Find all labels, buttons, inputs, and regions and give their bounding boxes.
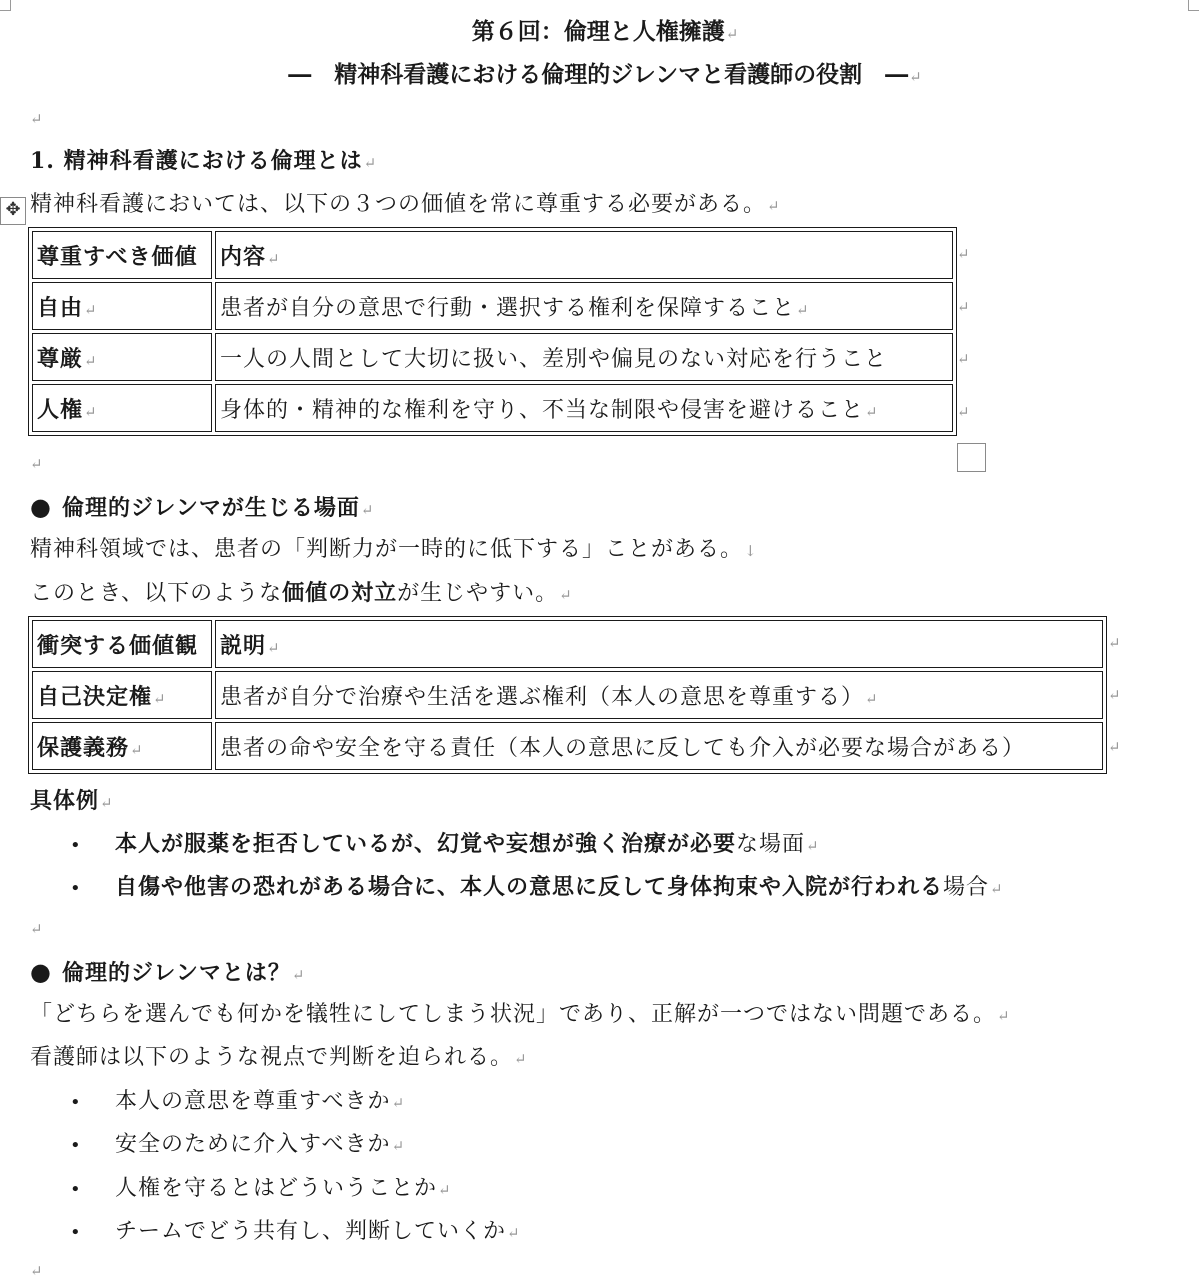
- bullet-icon: •: [70, 835, 82, 856]
- table-header-cell: 尊重すべき価値: [32, 231, 212, 279]
- empty-paragraph: ↵: [30, 455, 43, 473]
- table-move-handle-icon[interactable]: ✥: [0, 197, 26, 225]
- table-header-row: [32, 620, 1103, 668]
- section-bullet-icon: ●: [30, 957, 52, 986]
- empty-paragraph: ↵: [30, 1262, 43, 1280]
- table-header-cell: 説明↵: [215, 620, 1103, 668]
- row-end-mark: ↵: [957, 350, 970, 368]
- row-end-mark: ↵: [957, 403, 970, 421]
- section2-line1: 精神科領域では、患者の「判断力が一時的に低下する」ことがある。↓: [30, 537, 758, 562]
- bullet-icon: •: [70, 878, 82, 899]
- row-end-mark: ↵: [957, 245, 970, 263]
- bullet-icon: •: [70, 1135, 82, 1156]
- table-header-row: [32, 231, 953, 279]
- list-item: • 本人の意思を尊重すべきか↵: [70, 1087, 405, 1118]
- table-desc-cell: 身体的・精神的な権利を守り、不当な制限や侵害を避けること↵: [215, 384, 953, 432]
- table-row: [32, 671, 1103, 719]
- table-row: [32, 722, 1103, 770]
- section3-heading: ● 倫理的ジレンマとは？↵: [30, 957, 306, 986]
- section3-line1: 「どちらを選んでも何かを犠牲にしてしまう状況」であり、正解が一つではない問題である。↵: [30, 1002, 1011, 1027]
- table-key-cell: 人権↵: [32, 384, 212, 432]
- table-row: [32, 282, 953, 330]
- table-key-cell: 保護義務↵: [32, 722, 212, 770]
- table-row: [32, 333, 953, 381]
- table-desc-cell: 一人の人間として大切に扱い、差別や偏見のない対応を行うこと: [215, 333, 953, 381]
- row-end-mark: ↵: [957, 298, 970, 316]
- conflict-table: [28, 616, 1107, 774]
- section2-heading: ● 倫理的ジレンマが生じる場面↵: [30, 492, 375, 521]
- bullet-icon: •: [70, 1222, 82, 1243]
- list-item: • 安全のために介入すべきか↵: [70, 1130, 405, 1161]
- bullet-icon: •: [70, 1179, 82, 1200]
- list-item: • チームでどう共有し、判断していくか↵: [70, 1217, 521, 1248]
- values-table: [28, 227, 957, 436]
- page-corner-top-left: [0, 0, 11, 11]
- row-end-mark: ↵: [1108, 738, 1121, 756]
- section2-line2: このとき、以下のような価値の対立が生じやすい。↵: [30, 580, 573, 606]
- row-end-mark: ↵: [1108, 634, 1121, 652]
- document-subtitle: ― 精神科看護における倫理的ジレンマと看護師の役割 ―↵: [288, 61, 922, 88]
- list-item: • 本人が服薬を拒否しているが、幻覚や妄想が強く治療が必要な場面↵: [70, 829, 820, 861]
- section1-heading: 1. 精神科看護における倫理とは↵: [30, 148, 378, 174]
- table-header-cell: 内容↵: [215, 231, 953, 279]
- table-header-cell: 衝突する価値観: [32, 620, 212, 668]
- list-item: • 人権を守るとはどういうことか↵: [70, 1174, 452, 1205]
- table-row: [32, 384, 953, 432]
- table-desc-cell: 患者の命や安全を守る責任（本人の意思に反しても介入が必要な場合がある）: [215, 722, 1103, 770]
- section-bullet-icon: ●: [30, 492, 52, 521]
- document-title: 第６回：倫理と人権擁護↵: [471, 18, 739, 45]
- table-key-cell: 自己決定権↵: [32, 671, 212, 719]
- list-item: • 自傷や他害の恐れがある場合に、本人の意思に反して身体拘束や入院が行われる場合↵: [70, 872, 1004, 904]
- examples-heading: 具体例↵: [30, 788, 114, 814]
- table-key-cell: 自由↵: [32, 282, 212, 330]
- table-resize-handle[interactable]: [957, 443, 986, 472]
- empty-paragraph: ↵: [30, 920, 43, 938]
- page-corner-top-right: [1188, 0, 1199, 11]
- table-key-cell: 尊厳↵: [32, 333, 212, 381]
- table-desc-cell: 患者が自分の意思で行動・選択する権利を保障すること↵: [215, 282, 953, 330]
- section1-intro: 精神科看護においては、以下の３つの価値を常に尊重する必要がある。↵: [30, 192, 781, 217]
- row-end-mark: ↵: [1108, 686, 1121, 704]
- bullet-icon: •: [70, 1092, 82, 1113]
- table-desc-cell: 患者が自分で治療や生活を選ぶ権利（本人の意思を尊重する）↵: [215, 671, 1103, 719]
- empty-paragraph: ↵: [30, 110, 43, 128]
- section3-line2: 看護師は以下のような視点で判断を迫られる。↵: [30, 1045, 528, 1070]
